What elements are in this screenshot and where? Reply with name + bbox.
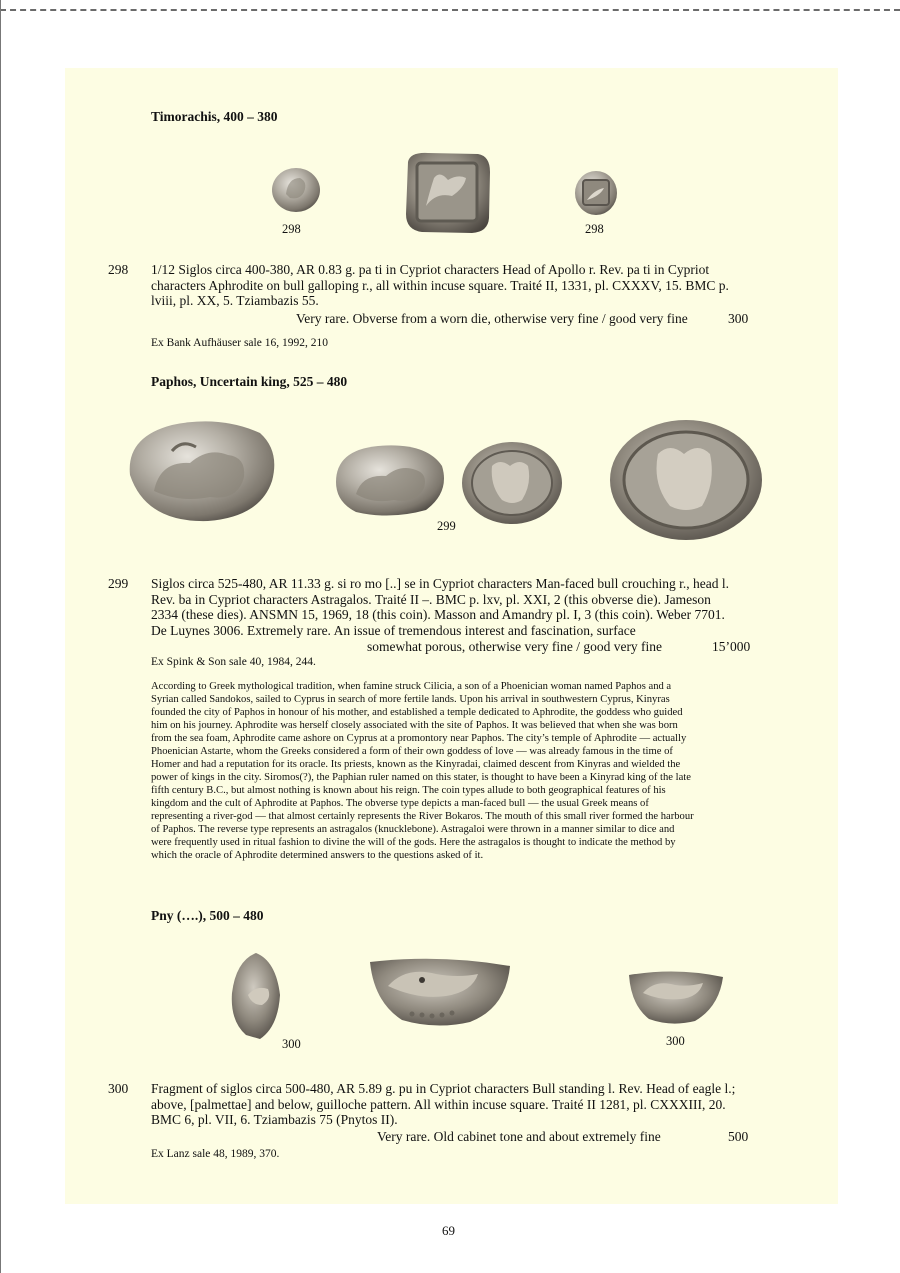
lot-300-heading: Pny (….), 500 – 480 <box>151 908 264 923</box>
lot-298-provenance: Ex Bank Aufhäuser sale 16, 1992, 210 <box>151 337 328 349</box>
lot-300-reverse-large-fragment-image <box>366 956 514 1028</box>
description-line: Fragment of siglos circa 500-480, AR 5.89 g. pu in Cypriot characters Bull standing l. Rev. Head of eagle l.; <box>151 1081 736 1096</box>
page-number: 69 <box>442 1223 455 1238</box>
commentary-line: which the oracle of Aphrodite determined answers to the questions asked of it. <box>151 850 484 861</box>
lot-298-reverse-coin-image-2 <box>574 170 618 216</box>
lot-298-photo-label: 298 <box>282 222 301 236</box>
lot-299-photo-label: 299 <box>437 519 456 533</box>
lot-299-commentary <box>151 680 751 862</box>
lot-298-heading: Timorachis, 400 – 380 <box>151 109 278 124</box>
left-page-edge <box>0 0 1 1273</box>
lot-299-provenance: Ex Spink & Son sale 40, 1984, 244. <box>151 656 316 668</box>
description-line: lviii, pl. XX, 5. Tziambazis 55. <box>151 293 319 309</box>
lot-298-reverse-coin-image <box>400 148 494 236</box>
lot-300-reverse-fragment-image <box>627 969 725 1027</box>
description-line: above, [palmettae] and below, guilloche pattern. All within incuse square. Traité II 1281, pl. CXXXIII, 20. <box>151 1096 726 1112</box>
commentary-line: from the sea foam, Aphrodite came ashore on Cyprus at a promontory near Paphos. The city’s temple of Aphrodite — actually <box>151 733 687 744</box>
commentary-line: representing a river-god — that almost certainly represents the River Bokaros. The mouth of this small river formed the harbour <box>151 811 694 822</box>
description-line: 2334 (these dies). ANSMN 15, 1969, 18 (this coin). Masson and Amandry pl. I, 3 (this coin). Weber 7701. <box>151 607 725 623</box>
lot-298-obverse-coin-image <box>270 166 322 214</box>
lot-298-number: 298 <box>108 262 129 277</box>
commentary-line: kingdom and the cult of Aphrodite at Paphos. The obverse type depicts a man-faced bull — the usual Greek means of <box>151 798 649 809</box>
commentary-line: founded the city of Paphos in honour of his mother, and established a temple dedicated to Aphrodite, the goddess who guided <box>151 707 683 718</box>
commentary-line: of Paphos. The reverse type represents an astragalos (knucklebone). Astragaloi were thrown in a manner similar to dice and <box>151 824 675 835</box>
lot-300-obverse-fragment-image <box>226 951 284 1041</box>
description-line: Rev. ba in Cypriot characters Astragalos. Traité II –. BMC p. lxv, pl. XXI, 2 (this obverse die). Jameson <box>151 591 711 607</box>
lot-299-obverse-large-coin-image <box>120 417 280 525</box>
commentary-line: Phoenician Astarte, whom the Greeks considered a form of their own goddess of love — was already famous in the time of <box>151 746 673 757</box>
commentary-line: were frequently used in ritual fashion to divine the will of the gods. Here the astragalos is thought to indicate the method by <box>151 837 676 848</box>
lot-300-rarity-grade: Very rare. Old cabinet tone and about extremely fine <box>377 1129 661 1144</box>
lot-299-obverse-coin-image <box>330 440 450 520</box>
lot-299-number: 299 <box>108 576 129 591</box>
description-line: De Luynes 3006. Extremely rare. An issue of tremendous interest and fascination, surface <box>151 622 636 638</box>
description-line: characters Aphrodite on bull galloping r., all within incuse square. Traité II, 1331, pl. CXXXV, 15. BMC p. <box>151 277 729 293</box>
lot-299-heading: Paphos, Uncertain king, 525 – 480 <box>151 374 348 389</box>
lot-300-photo-label: 300 <box>282 1037 301 1051</box>
lot-298-rarity-grade: Very rare. Obverse from a worn die, otherwise very fine / good very fine <box>296 311 688 326</box>
lot-300-estimate: 500 <box>728 1129 749 1144</box>
commentary-line: him on his journey. Aphrodite was herself closely associated with the site of Paphos. It was believed that when she was born <box>151 720 678 731</box>
lot-300-provenance: Ex Lanz sale 48, 1989, 370. <box>151 1148 280 1160</box>
lot-300-number: 300 <box>108 1081 129 1096</box>
lot-298-photo-label-2: 298 <box>585 222 604 236</box>
commentary-line: According to Greek mythological tradition, when famine struck Cilicia, a son of a Phoenician woman named Paphos and a <box>151 681 672 692</box>
commentary-line: power of kings in the city. Siromos(?), the Paphian ruler named on this stater, is thought to have been a Kinyrad king of the late <box>151 772 691 783</box>
top-dashed-rule <box>0 9 900 11</box>
lot-299-rarity-grade: somewhat porous, otherwise very fine / good very fine <box>367 639 663 654</box>
description-line: BMC 6, pl. VII, 6. Tziambazis 75 (Pnytos II). <box>151 1112 398 1128</box>
lot-300-description <box>151 1081 756 1128</box>
lot-299-description <box>151 576 761 638</box>
lot-298-description <box>151 262 751 309</box>
description-line: Siglos circa 525-480, AR 11.33 g. si ro mo [..] se in Cypriot characters Man-faced bull crouching r., head l. <box>151 576 729 591</box>
commentary-line: fifth century B.C., but almost nothing is known about his reign. The coin types allude to both geographical features of his <box>151 785 666 796</box>
lot-300-photo-label-2: 300 <box>666 1034 685 1048</box>
commentary-line: Syrian called Sandokos, sailed to Cyprus in search of more fertile lands. Upon his arrival in southwestern Cyprus, Kinyras <box>151 694 670 705</box>
lot-298-estimate: 300 <box>728 311 749 326</box>
lot-299-reverse-large-coin-image <box>608 418 764 542</box>
commentary-line: Homer and had a reputation for its oracle. Its priests, known as the Kinyradai, claimed descent from Kinyras and wielded the <box>151 759 681 770</box>
lot-299-reverse-coin-image <box>460 440 565 526</box>
description-line: 1/12 Siglos circa 400-380, AR 0.83 g. pa ti in Cypriot characters Head of Apollo r. Rev. pa ti in Cypriot <box>151 262 710 277</box>
lot-299-estimate: 15’000 <box>712 639 751 654</box>
